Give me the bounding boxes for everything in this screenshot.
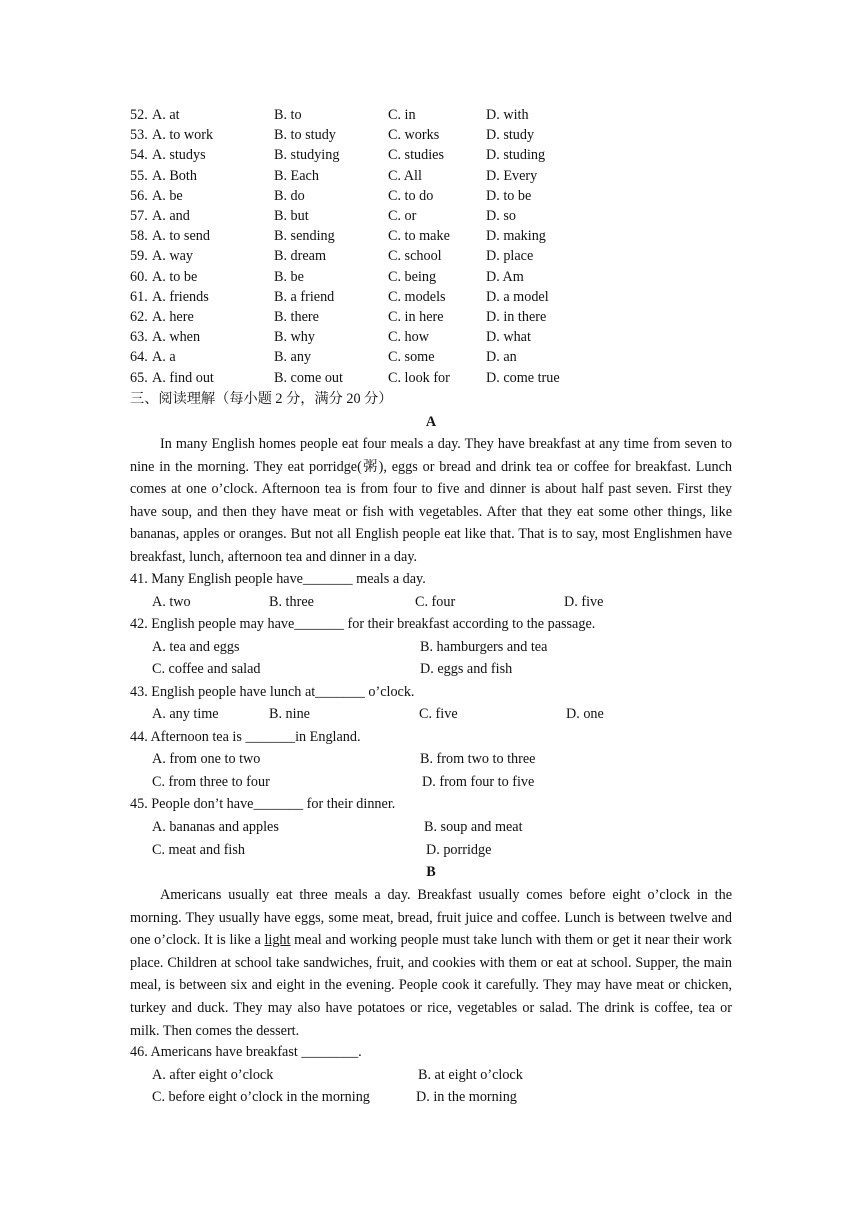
cloze-number: 59.	[130, 248, 148, 265]
cloze-option-c[interactable]: C. to make	[388, 228, 450, 245]
cloze-option-c[interactable]: C. models	[388, 288, 446, 305]
option-d[interactable]: D. from four to five	[422, 774, 535, 790]
cloze-option-b[interactable]: B. to study	[274, 127, 336, 144]
cloze-option-d[interactable]: D. Every	[486, 167, 538, 184]
cloze-option-b[interactable]: B. any	[274, 349, 312, 366]
option-d[interactable]: D. one	[566, 706, 604, 722]
cloze-option-b[interactable]: B. to	[274, 107, 302, 123]
passage-a-paragraph: In many English homes people eat four meals a day. They have breakfast at any time from seven to nine in the morning. They eat porridge(粥), eggs or bread and drink tea or coffee for breakfast. Lunch comes at one o’clock. Afternoon tea is from four to five and dinner is about half past seven. First they have soup, and then they have meat or fish with vegetables. After that they eat some other things, like bananas, apples or oranges. But not all English people eat like that. That is to say, most Englishmen have breakfast, lunch, afternoon tea and dinner in a day.	[130, 436, 732, 565]
cloze-number: 65.	[130, 369, 148, 386]
cloze-number: 64.	[130, 349, 148, 366]
cloze-row	[130, 327, 750, 347]
question-41-options	[130, 592, 750, 612]
passage-b-paragraph	[130, 884, 732, 1042]
option-b[interactable]: B. three	[269, 594, 314, 610]
question-44-options-2	[130, 772, 750, 792]
cloze-option-a[interactable]: A. a	[152, 349, 176, 366]
cloze-option-c[interactable]: C. studies	[388, 147, 444, 164]
cloze-option-a[interactable]: A. to send	[152, 228, 210, 245]
passage-b-text-after: meal and working people must take lunch with them or get it near their work place. Children at school take sandwiches, fruit, and cookies with them or eat at school. Supper, the main meal, is between six and eight in the evening. People cook it carefully. They may have meat or chicken, turkey and duck. They may also have potatoes or rice, vegetables or salad. The drink is coffee, tea or milk. Then comes the dessert.	[130, 932, 732, 1039]
cloze-number: 57.	[130, 208, 148, 224]
option-a[interactable]: A. bananas and apples	[152, 819, 279, 835]
option-a[interactable]: A. after eight o’clock	[152, 1067, 274, 1083]
cloze-option-b[interactable]: B. there	[274, 309, 319, 325]
cloze-option-a[interactable]: A. and	[152, 208, 190, 224]
cloze-option-d[interactable]: D. studing	[486, 147, 546, 164]
option-b[interactable]: B. nine	[269, 706, 310, 722]
question-46-stem: 46. Americans have breakfast ________.	[130, 1044, 362, 1060]
option-a[interactable]: A. from one to two	[152, 751, 261, 767]
cloze-option-a[interactable]: A. studys	[152, 147, 206, 164]
cloze-option-d[interactable]: D. place	[486, 248, 534, 265]
option-b[interactable]: B. from two to three	[420, 751, 536, 767]
cloze-row	[130, 125, 750, 145]
cloze-row	[130, 166, 750, 186]
passage-a-label: A	[425, 414, 437, 430]
option-c[interactable]: C. before eight o’clock in the morning	[152, 1089, 370, 1105]
option-a[interactable]: A. any time	[152, 706, 219, 722]
cloze-option-d[interactable]: D. an	[486, 349, 517, 366]
cloze-option-b[interactable]: B. Each	[274, 167, 319, 184]
cloze-option-a[interactable]: A. be	[152, 187, 183, 204]
option-d[interactable]: D. in the morning	[416, 1089, 517, 1105]
passage-b-underlined-word: light	[264, 932, 291, 949]
question-45-options-2	[130, 840, 750, 860]
cloze-option-b[interactable]: B. studying	[274, 147, 340, 164]
cloze-row	[130, 307, 750, 327]
cloze-option-c[interactable]: C. All	[388, 167, 422, 184]
cloze-option-c[interactable]: C. being	[388, 268, 437, 285]
question-42-options-2	[130, 659, 750, 679]
option-b[interactable]: B. at eight o’clock	[418, 1067, 523, 1083]
cloze-option-b[interactable]: B. dream	[274, 248, 327, 265]
cloze-option-d[interactable]: D. in there	[486, 309, 547, 325]
option-d[interactable]: D. porridge	[426, 842, 492, 858]
option-b[interactable]: B. hamburgers and tea	[420, 639, 548, 655]
cloze-option-d[interactable]: D. come true	[486, 369, 560, 386]
option-a[interactable]: A. tea and eggs	[152, 639, 240, 655]
cloze-number: 55.	[130, 167, 148, 184]
cloze-number: 53.	[130, 127, 148, 144]
cloze-row	[130, 368, 750, 388]
cloze-option-a[interactable]: A. Both	[152, 167, 197, 184]
cloze-option-d[interactable]: D. with	[486, 107, 529, 123]
cloze-option-c[interactable]: C. works	[388, 127, 440, 144]
cloze-option-a[interactable]: A. when	[152, 329, 201, 346]
question-46-options-1	[130, 1065, 750, 1085]
cloze-row	[130, 186, 750, 206]
cloze-number: 61.	[130, 288, 148, 305]
cloze-option-c[interactable]: C. in	[388, 107, 416, 123]
cloze-option-d[interactable]: D. a model	[486, 288, 549, 305]
cloze-row	[130, 246, 750, 266]
cloze-row	[130, 347, 750, 367]
cloze-option-b[interactable]: B. do	[274, 187, 305, 204]
cloze-number: 56.	[130, 187, 148, 204]
cloze-option-a[interactable]: A. here	[152, 309, 194, 325]
cloze-option-b[interactable]: B. a friend	[274, 288, 335, 305]
cloze-row	[130, 206, 750, 226]
cloze-option-a[interactable]: A. friends	[152, 288, 209, 305]
question-41-stem: 41. Many English people have_______ meals a day.	[130, 571, 426, 587]
cloze-option-c[interactable]: C. look for	[388, 369, 450, 386]
cloze-number: 60.	[130, 268, 148, 285]
cloze-option-b[interactable]: B. but	[274, 208, 309, 224]
cloze-option-a[interactable]: A. to be	[152, 268, 198, 285]
question-44-stem: 44. Afternoon tea is _______in England.	[130, 729, 361, 745]
question-43-options	[130, 704, 750, 724]
cloze-option-b[interactable]: B. sending	[274, 228, 335, 245]
option-c[interactable]: C. four	[415, 594, 456, 610]
passage-b-text-before: Americans usually eat three meals a day. Breakfast usually comes before eight o’clock in the morning. They usually have eggs, some meat, bread, fruit juice and coffee. Lunch is between twelve and one o’clock. It is like a	[130, 887, 732, 949]
option-c[interactable]: C. from three to four	[152, 774, 270, 790]
cloze-option-a[interactable]: A. way	[152, 248, 193, 265]
cloze-option-d[interactable]: D. to be	[486, 187, 532, 204]
cloze-option-a[interactable]: A. find out	[152, 369, 214, 386]
cloze-row	[130, 105, 750, 125]
cloze-option-c[interactable]: C. or	[388, 208, 417, 224]
cloze-option-a[interactable]: A. to work	[152, 127, 214, 144]
cloze-row	[130, 145, 750, 165]
passage-a-text	[130, 433, 732, 569]
cloze-option-b[interactable]: B. be	[274, 268, 304, 285]
passage-b-text	[130, 884, 732, 1042]
question-45-stem: 45. People don’t have_______ for their dinner.	[130, 796, 396, 812]
question-44-options-1	[130, 749, 750, 769]
cloze-option-c[interactable]: C. how	[388, 329, 429, 346]
cloze-option-d[interactable]: D. so	[486, 208, 516, 224]
cloze-row	[130, 226, 750, 246]
question-45-options-1	[130, 817, 750, 837]
cloze-option-c[interactable]: C. school	[388, 248, 442, 265]
cloze-number: 52.	[130, 107, 148, 123]
cloze-option-c[interactable]: C. to do	[388, 187, 434, 204]
cloze-option-b[interactable]: B. come out	[274, 369, 343, 386]
cloze-number: 63.	[130, 329, 148, 346]
option-a[interactable]: A. two	[152, 594, 191, 610]
cloze-option-b[interactable]: B. why	[274, 329, 315, 346]
option-c[interactable]: C. five	[419, 706, 458, 722]
cloze-option-c[interactable]: C. in here	[388, 309, 444, 325]
option-d[interactable]: D. five	[564, 594, 604, 610]
option-d[interactable]: D. eggs and fish	[420, 661, 513, 677]
cloze-option-a[interactable]: A. at	[152, 107, 180, 123]
option-b[interactable]: B. soup and meat	[424, 819, 523, 835]
question-42-options-1	[130, 637, 750, 657]
question-42-stem: 42. English people may have_______ for their breakfast according to the passage.	[130, 616, 596, 632]
cloze-number: 62.	[130, 309, 148, 325]
cloze-option-d[interactable]: D. making	[486, 228, 546, 245]
passage-b-label: B	[426, 864, 436, 880]
cloze-option-d[interactable]: D. study	[486, 127, 535, 144]
option-c[interactable]: C. meat and fish	[152, 842, 245, 858]
cloze-row	[130, 267, 750, 287]
cloze-row	[130, 287, 750, 307]
question-43-stem: 43. English people have lunch at_______ o’clock.	[130, 684, 415, 700]
question-46-options-2	[130, 1087, 750, 1107]
option-c[interactable]: C. coffee and salad	[152, 661, 261, 677]
cloze-number: 54.	[130, 147, 148, 164]
cloze-number: 58.	[130, 228, 148, 245]
cloze-option-d[interactable]: D. what	[486, 329, 531, 346]
cloze-option-c[interactable]: C. some	[388, 349, 435, 366]
section-title: 三、阅读理解（每小题 2 分，满分 20 分）	[130, 391, 393, 407]
cloze-option-d[interactable]: D. Am	[486, 268, 524, 285]
